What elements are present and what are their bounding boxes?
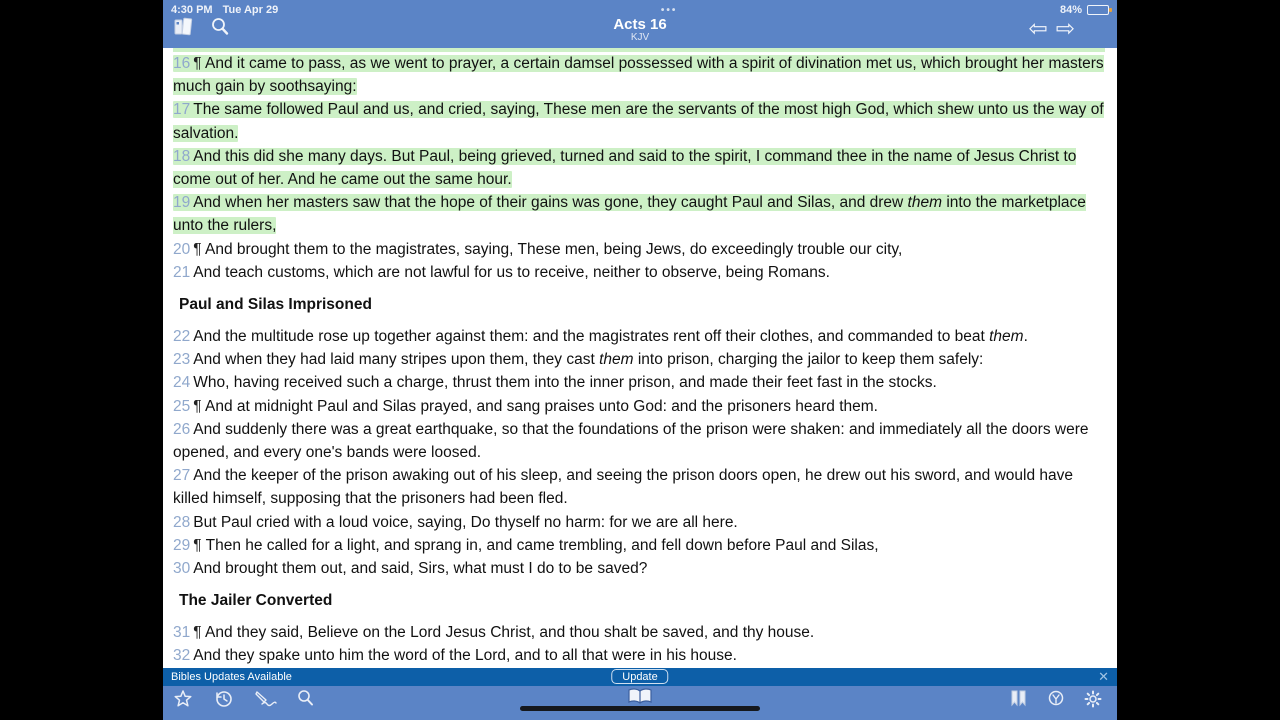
- verse-row[interactable]: [173, 52, 1105, 98]
- badges-button[interactable]: [1044, 688, 1068, 710]
- verse-number: 31: [173, 624, 191, 642]
- scripture-content[interactable]: [163, 48, 1117, 668]
- verse-number: 23: [173, 351, 191, 369]
- bookmarks-button[interactable]: [1007, 688, 1031, 710]
- pilcrow-mark: ¶: [193, 624, 206, 642]
- verse-number: 30: [173, 560, 191, 578]
- verse-row[interactable]: [173, 464, 1105, 510]
- verse-row[interactable]: [173, 261, 1105, 284]
- bible-app-window: [163, 0, 1117, 720]
- verse-text: into the marketplace unto the rulers,: [173, 194, 1086, 235]
- nav-bar: [163, 15, 1117, 48]
- translation-label: KJV: [630, 32, 650, 43]
- verse-number: 25: [173, 397, 191, 415]
- verse-row[interactable]: [173, 98, 1105, 144]
- pilcrow-mark: ¶: [193, 397, 206, 415]
- verse-number: 20: [173, 240, 191, 258]
- verse-number: 27: [173, 467, 191, 485]
- verse-text: Then he called for a light, and sprang in, and came trembling, and fell down before Paul and Silas,: [205, 536, 879, 554]
- back-arrow-icon[interactable]: ⇦: [1028, 15, 1048, 41]
- verse-text: into prison, charging the jailor to keep them safely:: [633, 351, 984, 369]
- forward-arrow-icon[interactable]: ⇨: [1055, 15, 1075, 41]
- settings-button[interactable]: [1081, 688, 1105, 710]
- bookmarks-ribbon-icon: [1008, 689, 1030, 709]
- verse-row[interactable]: [173, 534, 1105, 557]
- open-book-icon: [627, 687, 653, 707]
- verse-number: 28: [173, 513, 191, 531]
- pilcrow-mark: ¶: [193, 55, 206, 72]
- close-icon[interactable]: ✕: [1098, 669, 1109, 684]
- verse-number: 26: [173, 420, 191, 438]
- verse-row[interactable]: [173, 557, 1105, 580]
- battery-icon: [1087, 5, 1109, 15]
- history-button[interactable]: [212, 688, 236, 710]
- verse-row[interactable]: [173, 348, 1105, 371]
- verse-row[interactable]: [173, 238, 1105, 261]
- verse-row[interactable]: [173, 325, 1105, 348]
- pilcrow-mark: ¶: [193, 536, 206, 554]
- chapter-title: Acts 16: [613, 16, 667, 33]
- verse-text: The same followed Paul and us, and cried, saying, These men are the servants of the most high God, which shew unto us the way of salvation.: [173, 101, 1104, 142]
- verse-row[interactable]: [173, 395, 1105, 418]
- verse-text: And brought them to the magistrates, saying, These men, being Jews, do exceedingly trouble our city,: [205, 240, 903, 258]
- verse-text: And the keeper of the prison awaking out of his sleep, and seeing the prison doors open, he drew out his sword, and would have killed himself, supposing that the prisoners had been fled.: [173, 467, 1074, 508]
- verse-row[interactable]: [173, 145, 1105, 191]
- verse-number: 32: [173, 647, 191, 665]
- star-icon: [173, 689, 193, 709]
- verse-text: And the multitude rose up together against them: and the magistrates rent off their clothes, and commanded to beat: [193, 328, 990, 346]
- books-icon: [173, 17, 195, 37]
- clock-time: 4:30 PM: [171, 4, 213, 16]
- verse-row[interactable]: [173, 644, 1105, 667]
- library-button[interactable]: [171, 14, 197, 40]
- home-indicator[interactable]: [520, 706, 760, 711]
- verse-text: them: [989, 328, 1024, 346]
- verse-text: Who, having received such a charge, thrust them into the inner prison, and made their feet fast in the stocks.: [193, 374, 937, 392]
- search-toolbar-button[interactable]: [294, 688, 318, 710]
- verse-text: .: [1023, 328, 1028, 346]
- reader-button[interactable]: [628, 686, 652, 708]
- verse-text: And this did she many days. But Paul, being grieved, turned and said to the spirit, I command thee in the name of Jesus Christ to come out of her. And he came out the same hour.: [173, 147, 1077, 189]
- verse-row[interactable]: [173, 621, 1105, 644]
- verse-number: 17: [173, 101, 191, 119]
- verse-number: 22: [173, 328, 191, 346]
- status-dots-icon: •••: [660, 4, 678, 16]
- verse-text: And they spake unto him the word of the Lord, and to all that were in his house.: [193, 647, 737, 665]
- verse-text: And teach customs, which are not lawful for us to receive, neither to observe, being Romans.: [193, 263, 830, 281]
- favorites-button[interactable]: [171, 688, 195, 710]
- section-heading: Paul and Silas Imprisoned: [179, 296, 372, 314]
- verse-text: And brought them out, and said, Sirs, what must I do to be saved?: [193, 560, 648, 578]
- bottom-toolbar: [163, 686, 1117, 720]
- verse-row[interactable]: [173, 511, 1105, 534]
- update-banner-message: Bibles Updates Available: [171, 671, 292, 683]
- verse-text: And at midnight Paul and Silas prayed, and sang praises unto God: and the prisoners heard them.: [205, 397, 878, 415]
- history-clock-icon: [214, 689, 234, 709]
- search-button[interactable]: [207, 14, 233, 40]
- verse-text: them: [599, 351, 634, 369]
- verse-number: 29: [173, 536, 191, 554]
- verse-text: And they said, Believe on the Lord Jesus Christ, and thou shalt be saved, and thy house.: [205, 624, 815, 642]
- update-banner: [163, 668, 1117, 686]
- battery-percent: 84%: [1059, 4, 1082, 16]
- verse-text: But Paul cried with a loud voice, saying, Do thyself no harm: for we are all here.: [193, 513, 738, 531]
- verse-text: And it came to pass, as we went to prayer, a certain damsel possessed with a spirit of divination met us, which brought her masters much gain by soothsaying:: [173, 55, 1104, 96]
- section-heading: The Jailer Converted: [179, 592, 333, 610]
- verse-text: And when they had laid many stripes upon them, they cast: [193, 351, 600, 369]
- verse-list: [173, 52, 1105, 668]
- verse-row[interactable]: [173, 418, 1105, 464]
- status-bar: [163, 0, 1117, 20]
- date: Tue Apr 29: [222, 4, 279, 16]
- verse-number: 18: [173, 147, 191, 165]
- search-icon: [296, 689, 316, 709]
- verse-row[interactable]: [173, 191, 1105, 237]
- medal-icon: [1046, 689, 1066, 709]
- verse-text: them: [907, 194, 943, 212]
- verse-text: And when her masters saw that the hope of their gains was gone, they caught Paul and Silas, and drew: [193, 194, 908, 212]
- verse-text: And suddenly there was a great earthquake, so that the foundations of the prison were shaken: and immediately all the doors were opened, and every one's bands were loosed.: [173, 420, 1089, 462]
- verse-row[interactable]: [173, 371, 1105, 394]
- verse-number: 19: [173, 194, 191, 212]
- search-icon: [210, 17, 230, 37]
- notes-button[interactable]: [253, 688, 277, 710]
- notes-pen-icon: [253, 689, 277, 709]
- settings-gear-icon: [1083, 689, 1103, 709]
- pilcrow-mark: ¶: [193, 240, 206, 258]
- verse-number: 24: [173, 374, 191, 392]
- update-button[interactable]: Update: [611, 669, 668, 684]
- verse-number: 21: [173, 263, 191, 281]
- verse-number: 16: [173, 55, 191, 72]
